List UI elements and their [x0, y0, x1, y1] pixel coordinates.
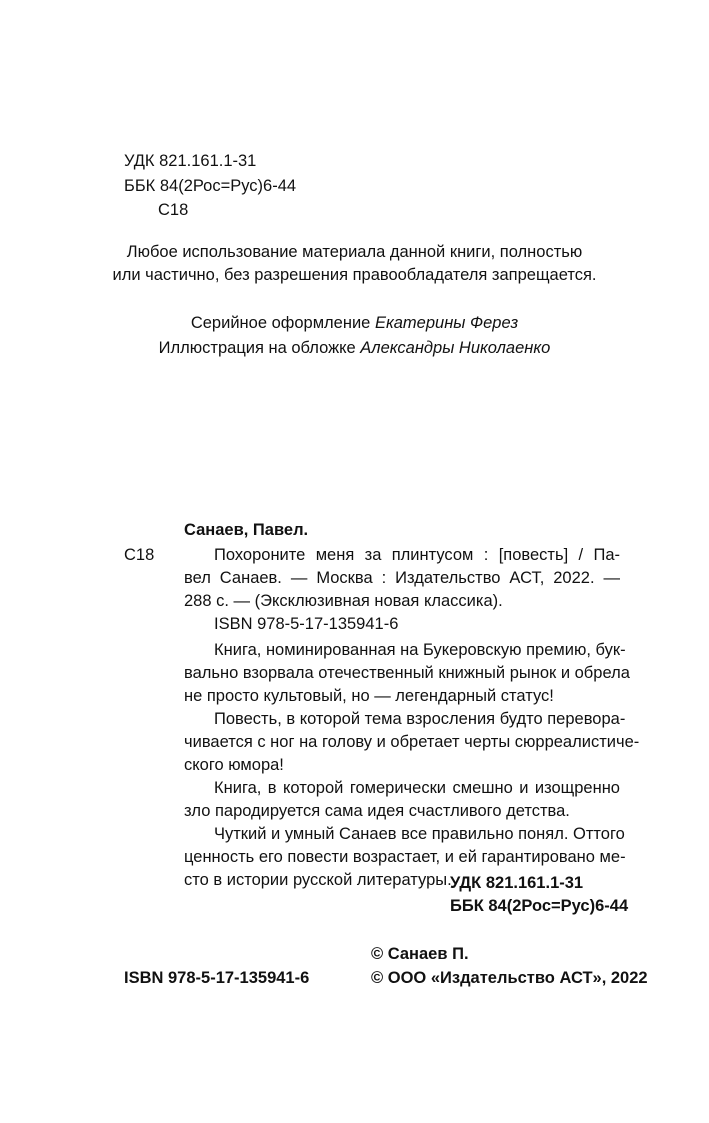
illustration-credit-name: Александры Николаенко [360, 339, 551, 357]
catalog-author: Санаев, Павел. [184, 521, 309, 539]
footer-isbn: ISBN 978-5-17-135941-6 [124, 969, 310, 987]
illustration-credit-label: Иллюстрация на обложке [158, 339, 356, 357]
annotation-p4-line-1: Чуткий и умный Санаев все правильно понял. Оттого [214, 825, 625, 843]
annotation-p2-line-1: Повесть, в которой тема взросления будто перевора- [214, 710, 626, 728]
catalog-bbk: ББК 84(2Рос=Рус)6-44 [450, 897, 629, 915]
annotation-p2-line-2: чивается с ног на голову и обретает черты сюрреалистиче- [184, 733, 640, 751]
catalog-udk: УДК 821.161.1-31 [450, 874, 584, 892]
copyright-author: © Санаев П. [371, 945, 469, 963]
header-bbk: ББК 84(2Рос=Рус)6-44 [124, 177, 297, 195]
catalog-isbn: ISBN 978-5-17-135941-6 [214, 615, 399, 633]
annotation-p1-line-2: вально взорвала отечественный книжный рынок и обрела [184, 664, 630, 682]
catalog-description-line-2: вел Санаев. — Москва : Издательство АСТ, 2022. — [184, 569, 620, 587]
annotation-p1-line-1: Книга, номинированная на Букеровскую премию, бук- [214, 641, 626, 659]
annotation-p4-line-3: сто в истории русской литературы. [184, 871, 452, 889]
design-credit [0, 313, 709, 333]
design-credit-name: Екатерины Ферез [374, 314, 519, 332]
annotation-p3-line-1: Книга, в которой гомерически смешно и изощренно [214, 779, 620, 797]
annotation-p3-line-2: зло пародируется сама идея счастливого детства. [184, 802, 570, 820]
catalog-description-line-3: 288 с. — (Эксклюзивная новая классика). [184, 592, 503, 610]
catalog-description-line-1: Похороните меня за плинтусом : [повесть] / Па- [214, 546, 620, 564]
illustration-credit [0, 338, 709, 358]
catalog-author-mark: С18 [124, 546, 155, 564]
annotation-p4-line-2: ценность его повести возрастает, и ей гарантировано ме- [184, 848, 626, 866]
copyright-notice-line-2: или частично, без разрешения правообладателя запрещается. [112, 266, 597, 284]
header-udk: УДК 821.161.1-31 [124, 152, 257, 170]
header-author-mark: С18 [158, 201, 189, 219]
annotation-p1-line-3: не просто культовый, но — легендарный статус! [184, 687, 554, 705]
annotation-p2-line-3: ского юмора! [184, 756, 284, 774]
design-credit-label: Серийное оформление [190, 314, 371, 332]
copyright-publisher: © ООО «Издательство АСТ», 2022 [371, 969, 648, 987]
copyright-notice-line-1: Любое использование материала данной книги, полностью [126, 243, 583, 261]
